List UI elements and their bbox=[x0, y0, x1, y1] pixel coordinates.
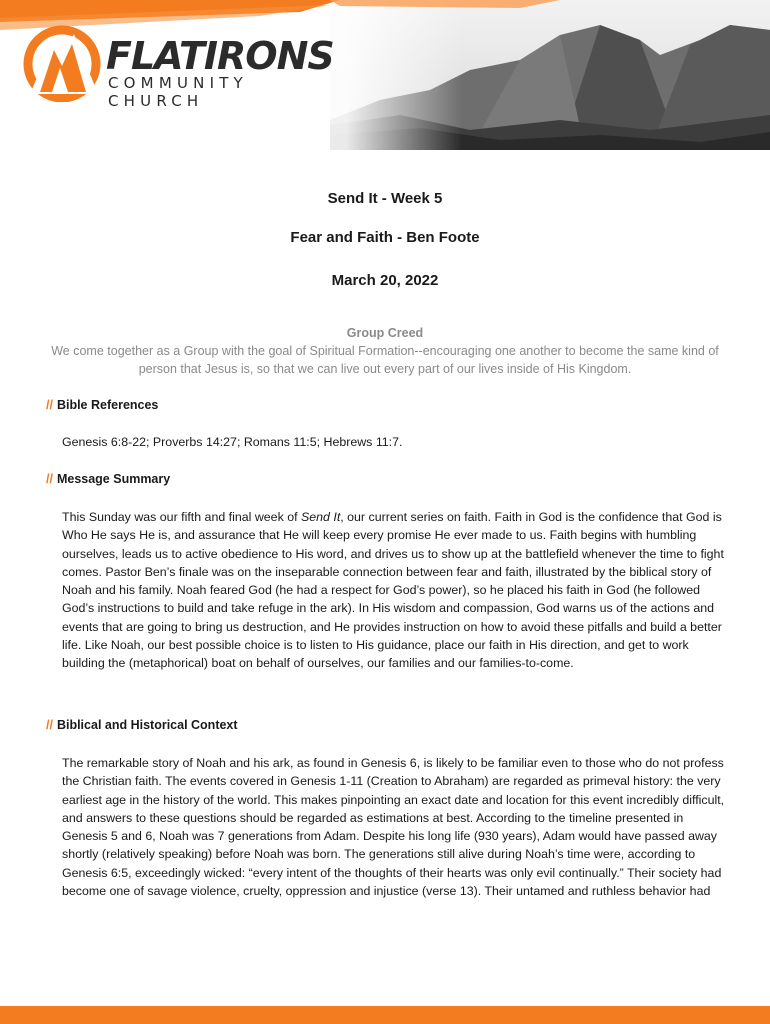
biblical-context-text: The remarkable story of Noah and his ark, as found in Genesis 6, is likely to be familiar even to those who do not profess the Christian faith. The events covered in Genesis 1-11 (Creation to Abraham) are regarded as primeval history: the very earliest age in the history of the world. This makes pinpointing an exact date and location for this event incredibly difficult, and answers to these questions should be regarded as estimations at best. According to the timeline presented in Genesis 5 and 6, Noah was 7 generations from Adam. Despite his long life (930 years), Adam would have passed away shortly (relatively speaking) before Noah was born. The generations still alive during Noah’s time were, according to Genesis 6:5, exceedingly wicked: “every intent of the thoughts of their hearts was only evil continually.” Their society had become one of savage violence, cruelty, oppression and injustice (verse 13). Their untamed and ruthless behavior had bbox=[62, 756, 725, 899]
section-slash: // bbox=[46, 472, 53, 486]
series-week-title: Send It - Week 5 bbox=[327, 190, 443, 207]
section-slash: // bbox=[46, 718, 53, 732]
message-summary-heading bbox=[46, 471, 170, 487]
footer-accent-bar bbox=[0, 1006, 770, 1024]
bible-references-heading bbox=[46, 397, 158, 413]
section-slash: // bbox=[46, 398, 53, 412]
church-logo bbox=[22, 24, 342, 110]
message-summary-text bbox=[62, 508, 730, 673]
logo-wordmark: FLATIRONS bbox=[106, 34, 334, 78]
flatirons-mountain-icon bbox=[22, 24, 106, 102]
summary-text-start: This Sunday was our fifth and final week of bbox=[62, 510, 301, 524]
biblical-context-heading bbox=[46, 717, 238, 733]
summary-text-rest: , our current series on faith. Faith in God is the confidence that God is Who He says He is, and assurance that He will keep every promise He ever made to us. Faith begins with humbling ourselves, leads us to active obedience to His word, and drives us to show up at the battlefield whenever the time to fight comes. Pastor Ben’s finale was on the inseparable connection between fear and faith, illustrated by the biblical story of Noah and his family. Noah feared God (he had a respect for God’s power), so he placed his faith in God (he followed God’s instructions to build and take refuge in the ark). In His wisdom and compassion, God warns us of the actions and events that are going to bring us destruction, and He provides instruction on how to avoid these pitfalls and build a better life. Like Noah, our best possible choice is to listen to His guidance, place our faith in His direction, and get to work building the (metaphorical) boat on behalf of ourselves, our families and our families-to-come. bbox=[62, 510, 724, 671]
group-creed bbox=[50, 325, 720, 378]
section-heading-label: Message Summary bbox=[56, 472, 171, 486]
bible-references-text: Genesis 6:8-22; Proverbs 14:27; Romans 11:5; Hebrews 11:7. bbox=[62, 435, 403, 449]
page-header bbox=[0, 0, 770, 150]
date-title: March 20, 2022 bbox=[331, 272, 439, 289]
logo-subtitle: COMMUNITY CHURCH bbox=[108, 74, 248, 110]
creed-heading: Group Creed bbox=[346, 326, 424, 340]
section-heading-label: Bible References bbox=[56, 398, 159, 412]
creed-text: We come together as a Group with the goal of Spiritual Formation--encouraging one another to become the same kind of person that Jesus is, so that we can live out every part of our lives inside of His Kingdom. bbox=[51, 344, 719, 376]
message-title: Fear and Faith - Ben Foote bbox=[290, 229, 480, 246]
series-name-italic: Send It bbox=[301, 510, 341, 524]
section-heading-label: Biblical and Historical Context bbox=[56, 718, 238, 732]
